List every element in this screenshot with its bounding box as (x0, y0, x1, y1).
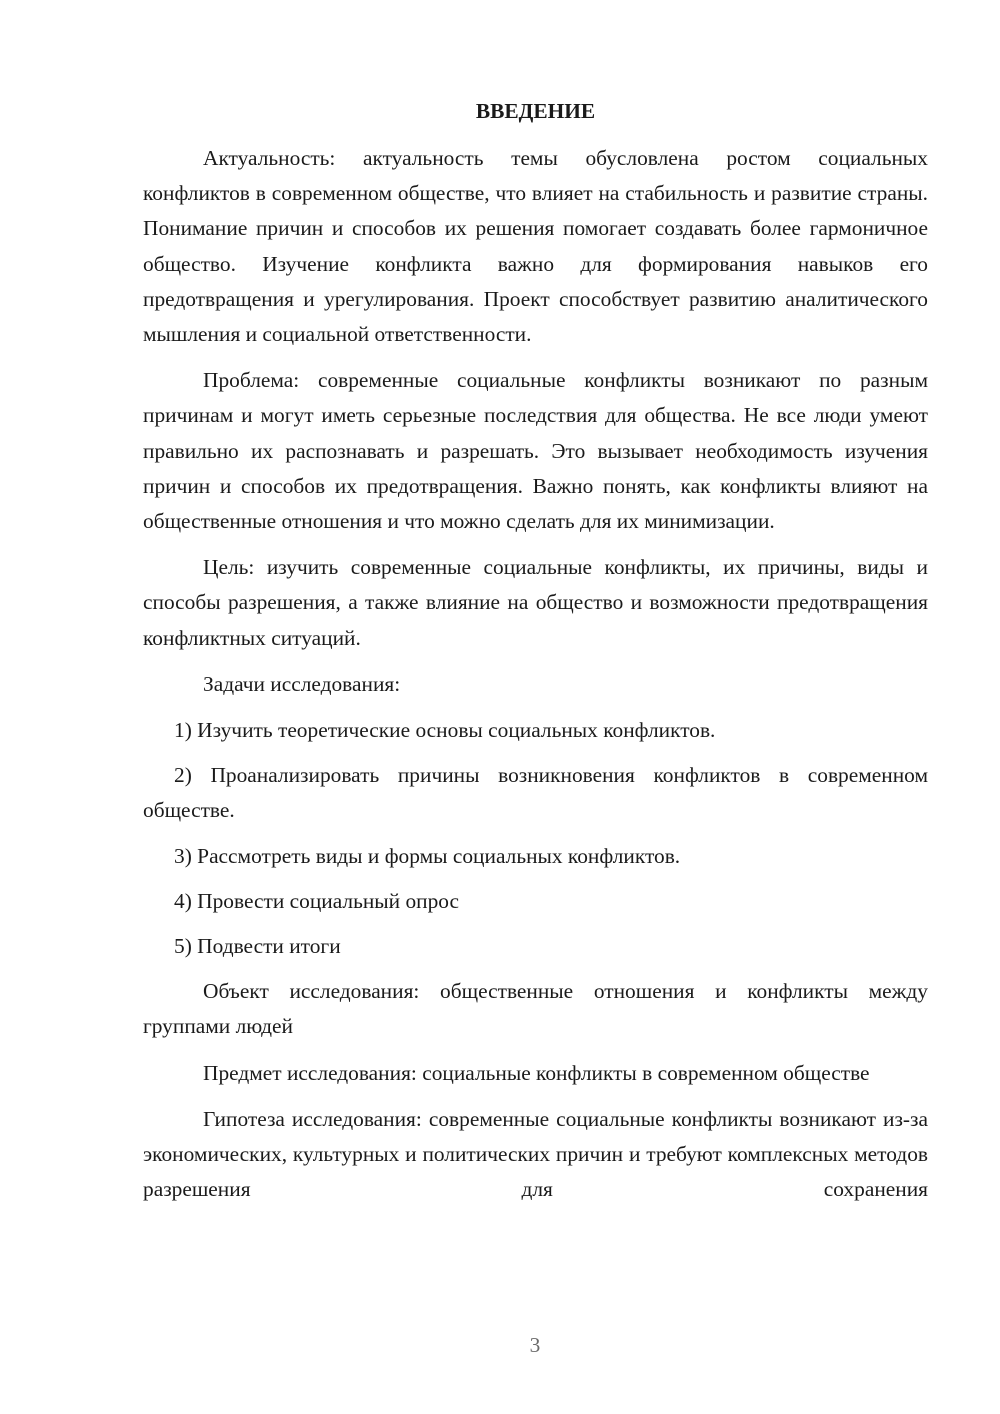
object-paragraph: Объект исследования: общественные отношения и конфликты между группами людей (143, 979, 928, 1039)
goal-paragraph: Цель: изучить современные социальные конфликты, их причины, виды и способы разрешения, а также влияние на общество и возможности предотвращения конфликтных ситуаций. (143, 555, 928, 650)
hypothesis-paragraph: Гипотеза исследования: современные социальные конфликты возникают из-за экономических, культурных и политических причин и требуют комплексных методов разрешения для сохранения (143, 1106, 928, 1202)
task-item-1: 1) Изучить теоретические основы социальных конфликтов. (174, 718, 716, 743)
relevance-paragraph: Актуальность: актуальность темы обусловлена ростом социальных конфликтов в современном обществе, что влияет на стабильность и развитие страны. Понимание причин и способов их решения помогает создавать более гармоничное общество. Изучение конфликта важно для формирования навыков его предотвращения и урегулирования. Проект способствует развитию аналитического мышления и социальной ответственности. (143, 146, 928, 347)
task-item-2: 2) Проанализировать причины возникновения конфликтов в современном обществе. (143, 763, 928, 823)
section-heading: ВВЕДЕНИЕ (475, 99, 596, 123)
task-item-5: 5) Подвести итоги (174, 934, 341, 959)
subject-paragraph: Предмет исследования: социальные конфликты в современном обществе (203, 1060, 870, 1085)
page-number: 3 (529, 1333, 541, 1357)
document-page (143, 94, 928, 1218)
task-item-4: 4) Провести социальный опрос (174, 888, 460, 913)
task-item-3: 3) Рассмотреть виды и формы социальных конфликтов. (174, 843, 681, 868)
problem-paragraph: Проблема: современные социальные конфликты возникают по разным причинам и могут иметь серьезные последствия для общества. Не все люди умеют правильно их распознавать и разрешать. Это вызывает необходимость изучения причин и способов их предотвращения. Важно понять, как конфликты влияют на общественные отношения и что можно сделать для их минимизации. (143, 368, 928, 534)
tasks-title: Задачи исследования: (203, 671, 401, 696)
